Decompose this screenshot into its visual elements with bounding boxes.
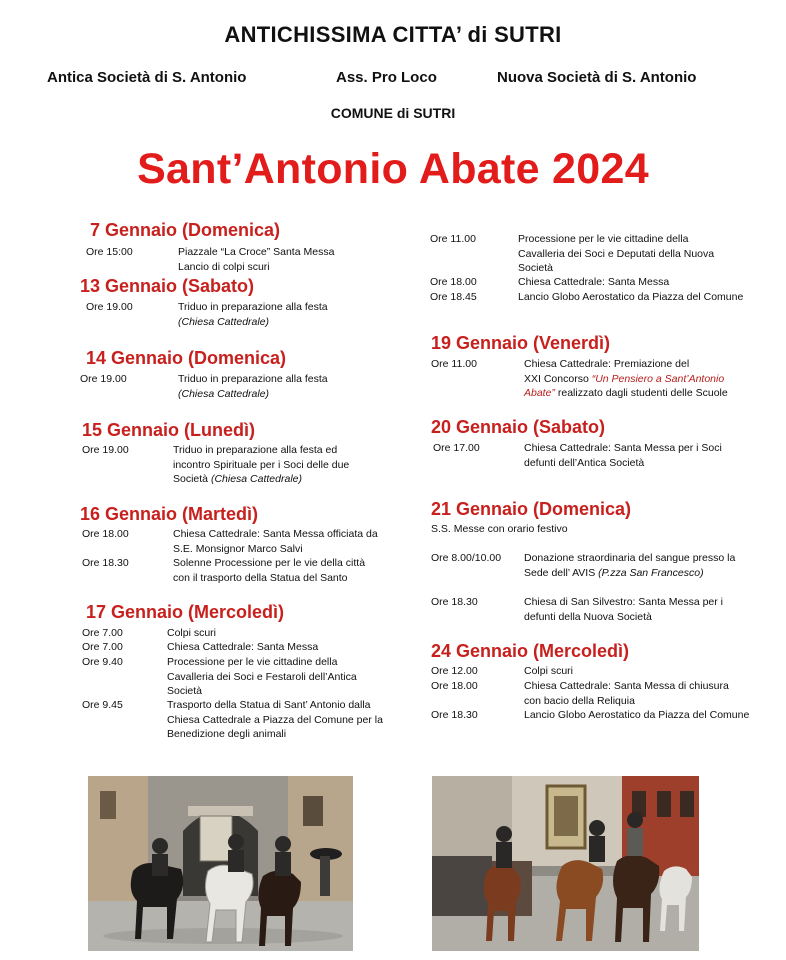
event-time: Ore 9.40 (82, 656, 123, 668)
event-line: Società (173, 473, 211, 485)
event-time: Ore 15:00 (86, 246, 133, 258)
event-line: Chiesa Cattedrale: Premiazione del (524, 358, 690, 370)
org-antica-societa: Antica Società di S. Antonio (47, 69, 247, 86)
event-line: Chiesa Cattedrale: Santa Messa di chiusura (524, 680, 729, 692)
event-time: Ore 18.30 (82, 557, 129, 569)
event-17-2 (0, 640, 393, 655)
event-24-1 (400, 664, 786, 679)
event-line: Processione per le vie cittadine della (167, 656, 338, 668)
event-line: Cavalleria dei Soci e Deputati della Nuova (518, 247, 715, 260)
event-line: (Chiesa Cattedrale) (178, 315, 270, 328)
event-21-1 (400, 551, 786, 581)
day-heading-20: 20 Gennaio (Sabato) (431, 417, 606, 437)
event-time: Ore 19.00 (82, 444, 129, 456)
day-heading-7: 7 Gennaio (Domenica) (90, 220, 281, 240)
event-line: Lancio Globo Aerostatico da Piazza del Comune (518, 291, 744, 303)
event-line: Processione per le vie cittadine della (518, 233, 689, 245)
event-time: Ore 19.00 (86, 301, 133, 313)
event-line: Benedizione degli animali (167, 728, 287, 740)
contest-title: Abate” (524, 387, 555, 399)
event-line: Triduo in preparazione alla festa ed (173, 444, 338, 456)
event-time: Ore 11.00 (431, 358, 477, 370)
event-20-1 (400, 441, 786, 471)
event-line: defunti dell’Antica Società (524, 456, 645, 469)
event-line: Chiesa Cattedrale a Piazza del Comune per la (167, 713, 383, 726)
event-line: incontro Spirituale per i Soci delle due (173, 458, 350, 471)
masses-note: S.S. Messe con orario festivo (431, 523, 568, 535)
event-line: Cavalleria dei Soci e Festaroli dell’Antica (167, 670, 357, 683)
event-17-1 (0, 626, 393, 641)
org-pro-loco: Ass. Pro Loco (336, 69, 437, 86)
event-17-3 (0, 655, 393, 700)
event-time: Ore 18.45 (430, 291, 477, 303)
event-time: Ore 9.45 (82, 699, 123, 711)
event-line: Chiesa Cattedrale: Santa Messa per i Soci (524, 442, 722, 454)
event-title: Sant’Antonio Abate 2024 (137, 145, 649, 193)
day-heading-15: 15 Gennaio (Lunedì) (82, 420, 256, 440)
event-line: defunti della Nuova Società (524, 610, 652, 623)
event-time: Ore 18.30 (431, 596, 478, 608)
event-14-1 (0, 372, 393, 402)
event-time: Ore 7.00 (82, 627, 123, 639)
event-line: Triduo in preparazione alla festa (178, 301, 328, 313)
event-17-7 (400, 290, 786, 305)
event-time: Ore 17.00 (433, 442, 480, 454)
event-line: Chiesa Cattedrale: Santa Messa (518, 276, 670, 288)
event-line: (Chiesa Cattedrale) (178, 387, 270, 400)
event-line-italic: (P.zza San Francesco) (598, 566, 704, 579)
event-time: Ore 11.00 (430, 233, 476, 245)
horse-riders-with-banner-photo (88, 776, 353, 951)
day-heading-16: 16 Gennaio (Martedì) (80, 504, 259, 524)
event-line: S.E. Monsignor Marco Salvi (173, 542, 303, 555)
event-line: Solenne Processione per le vie della città (173, 557, 366, 569)
event-line: Lancio di colpi scuri (178, 260, 270, 273)
event-line: XXI Concorso (524, 372, 592, 385)
event-line: Chiesa Cattedrale: Santa Messa (167, 641, 319, 653)
day-heading-13: 13 Gennaio (Sabato) (80, 276, 255, 296)
event-time: Ore 18.30 (431, 709, 478, 721)
event-time: Ore 19.00 (80, 373, 127, 385)
event-17-4 (0, 698, 393, 743)
event-time: Ore 12.00 (431, 665, 478, 677)
event-line: Donazione straordinaria del sangue presso la (524, 552, 736, 564)
day-heading-19: 19 Gennaio (Venerdì) (431, 333, 611, 353)
event-16-2 (0, 556, 393, 586)
event-line: Piazzale “La Croce” Santa Messa (178, 246, 335, 258)
event-line: Chiesa di San Silvestro: Santa Messa per i (524, 596, 724, 608)
event-time: Ore 8.00/10.00 (431, 552, 502, 564)
event-time: Ore 18.00 (430, 276, 477, 288)
event-21-2 (400, 595, 786, 625)
event-line-italic: (Chiesa Cattedrale) (210, 473, 302, 485)
event-line: Chiesa Cattedrale: Santa Messa officiata da (173, 528, 378, 540)
event-24-3 (400, 708, 786, 723)
day-heading-14: 14 Gennaio (Domenica) (86, 348, 287, 368)
event-24-2 (400, 679, 786, 709)
event-19-1 (400, 357, 786, 402)
event-line: Triduo in preparazione alla festa (178, 373, 328, 385)
event-line: Colpi scuri (167, 627, 217, 639)
city-heading: ANTICHISSIMA CITTA’ di SUTRI (224, 22, 562, 47)
day-heading-24: 24 Gennaio (Mercoledì) (431, 641, 630, 661)
event-15-1 (0, 443, 393, 488)
event-13-1 (0, 300, 393, 330)
event-line: Trasporto della Statua di Sant’ Antonio dalla (167, 699, 371, 711)
event-17-5 (400, 232, 786, 277)
horse-riders-square-photo (432, 776, 699, 951)
org-nuova-societa: Nuova Società di S. Antonio (497, 69, 697, 86)
event-line: realizzato dagli studenti delle Scuole (554, 387, 728, 399)
contest-title: “Un Pensiero a Sant’Antonio (591, 372, 725, 385)
event-line: con il trasporto della Statua del Santo (173, 571, 348, 584)
day-heading-17: 17 Gennaio (Mercoledì) (86, 602, 285, 622)
comune-label: COMUNE di SUTRI (330, 105, 456, 121)
event-7-1 (0, 245, 393, 275)
event-line: con bacio della Reliquia (524, 694, 635, 707)
event-line: Colpi scuri (524, 665, 574, 677)
event-time: Ore 7.00 (82, 641, 123, 653)
event-line: Sede dell’ AVIS (524, 566, 599, 579)
event-time: Ore 18.00 (82, 528, 129, 540)
event-16-1 (0, 527, 393, 557)
event-line: Società (518, 262, 554, 274)
event-time: Ore 18.00 (431, 680, 478, 692)
day-heading-21: 21 Gennaio (Domenica) (431, 499, 632, 519)
event-line: Lancio Globo Aerostatico da Piazza del Comune (524, 709, 750, 721)
event-17-6 (400, 275, 786, 290)
event-line: Società (167, 685, 203, 697)
